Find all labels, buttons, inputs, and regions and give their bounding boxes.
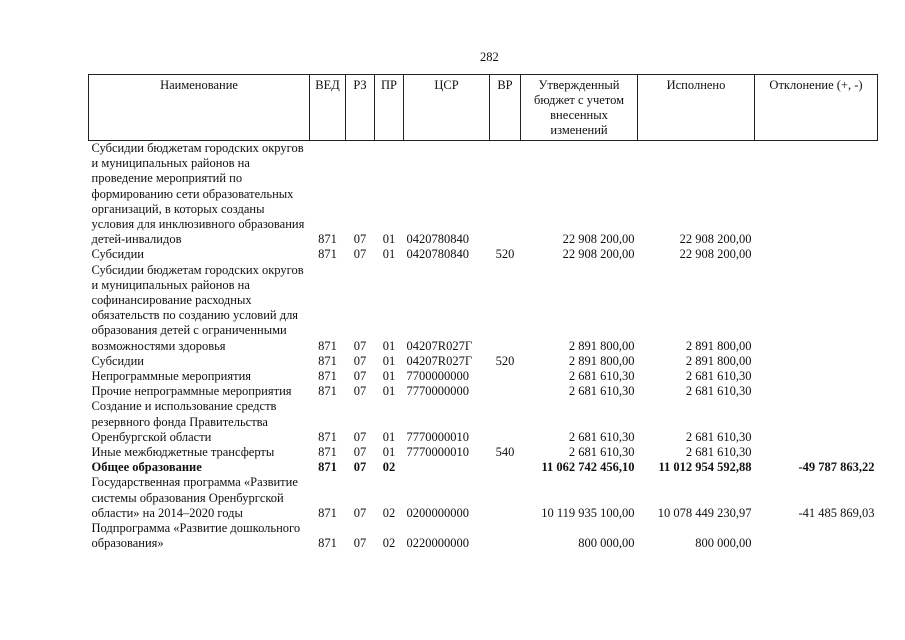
cell-ved: 871 — [318, 460, 337, 475]
cell-deviation: -49 787 863,22 — [798, 460, 875, 475]
col-header-deviation: Отклонение (+, -) — [755, 75, 878, 141]
cell-vr — [490, 460, 521, 475]
table-row — [89, 354, 878, 369]
budget-table — [88, 74, 878, 551]
cell-rz: 07 — [353, 369, 367, 384]
cell-ved: 871 — [318, 247, 337, 262]
cell-approved: 2 681 610,30 — [568, 445, 635, 460]
cell-executed: 2 891 800,00 — [685, 338, 752, 353]
cell-csr: 04207R027Г — [406, 353, 473, 368]
cell-vr — [490, 399, 521, 445]
cell-ved: 871 — [318, 445, 337, 460]
cell-name: Государственная программа «Развитие системы образования Оренбургской области» на 2014–2020 годы — [91, 475, 298, 520]
cell-ved: 871 — [318, 353, 337, 368]
cell-executed: 800 000,00 — [695, 536, 752, 551]
cell-csr: 0220000000 — [406, 536, 469, 551]
cell-vr: 520 — [495, 247, 515, 262]
cell-deviation — [755, 354, 878, 369]
table-row — [89, 384, 878, 399]
cell-vr: 540 — [495, 445, 515, 460]
cell-vr — [490, 384, 521, 399]
cell-ved: 871 — [318, 536, 337, 551]
cell-vr — [490, 141, 521, 248]
cell-approved: 2 891 800,00 — [568, 353, 635, 368]
page-number: 282 — [480, 50, 499, 64]
col-header-rz: РЗ — [346, 75, 375, 141]
col-header-executed: Исполнено — [638, 75, 755, 141]
cell-executed: 22 908 200,00 — [679, 232, 752, 247]
cell-approved: 11 062 742 456,10 — [541, 460, 635, 475]
cell-rz: 07 — [353, 232, 367, 247]
cell-csr: 0420780840 — [406, 247, 469, 262]
cell-name: Субсидии бюджетам городских округов и муниципальных районов на проведение мероприятий по формированию сети образовательных организаций, в которых созданы условия для инклюзивного образования детей-инвалидов — [91, 141, 305, 247]
cell-approved: 2 681 610,30 — [568, 429, 635, 444]
cell-name: Подпрограмма «Развитие дошкольного образования» — [91, 521, 301, 551]
cell-executed: 2 681 610,30 — [685, 369, 752, 384]
cell-rz: 07 — [353, 460, 367, 475]
cell-ved: 871 — [318, 338, 337, 353]
cell-deviation — [755, 247, 878, 262]
cell-name: Иные межбюджетные трансферты — [91, 445, 275, 460]
table-row — [89, 369, 878, 384]
table-row — [89, 475, 878, 521]
cell-pr: 01 — [382, 429, 396, 444]
cell-name: Создание и использование средств резервного фонда Правительства Оренбургской области — [91, 399, 277, 444]
cell-deviation — [755, 141, 878, 248]
cell-csr: 7770000010 — [406, 429, 469, 444]
col-header-vr: ВР — [490, 75, 521, 141]
table-row — [89, 460, 878, 475]
col-header-pr: ПР — [375, 75, 404, 141]
cell-csr: 04207R027Г — [406, 338, 473, 353]
cell-csr — [404, 460, 490, 475]
cell-rz: 07 — [353, 445, 367, 460]
header-row — [89, 75, 878, 141]
cell-vr — [490, 521, 521, 551]
cell-deviation — [755, 384, 878, 399]
cell-vr — [490, 263, 521, 354]
col-header-ved: ВЕД — [310, 75, 346, 141]
table-row — [89, 247, 878, 262]
cell-approved: 2 681 610,30 — [568, 384, 635, 399]
cell-vr — [490, 475, 521, 521]
cell-approved: 22 908 200,00 — [562, 247, 635, 262]
cell-executed: 22 908 200,00 — [679, 247, 752, 262]
cell-rz: 07 — [353, 338, 367, 353]
cell-deviation — [755, 263, 878, 354]
cell-approved: 2 681 610,30 — [568, 369, 635, 384]
cell-csr: 7700000000 — [406, 369, 469, 384]
cell-approved: 800 000,00 — [578, 536, 635, 551]
table-body — [89, 141, 878, 552]
cell-approved: 2 891 800,00 — [568, 338, 635, 353]
cell-name: Субсидии — [91, 353, 144, 368]
cell-pr: 01 — [382, 232, 396, 247]
cell-executed: 11 012 954 592,88 — [658, 460, 752, 475]
cell-pr: 01 — [382, 338, 396, 353]
cell-deviation — [755, 445, 878, 460]
col-header-name: Наименование — [89, 75, 310, 141]
cell-rz: 07 — [353, 536, 367, 551]
cell-deviation — [755, 369, 878, 384]
cell-csr: 7770000000 — [406, 384, 469, 399]
cell-approved: 22 908 200,00 — [562, 232, 635, 247]
cell-name: Субсидии бюджетам городских округов и муниципальных районов на софинансирование расходных обязательств по созданию условий для образования детей с ограниченными возможностями здоровья — [91, 262, 304, 353]
cell-approved: 10 119 935 100,00 — [541, 505, 635, 520]
cell-pr: 01 — [382, 247, 396, 262]
cell-ved: 871 — [318, 232, 337, 247]
cell-deviation — [755, 521, 878, 551]
table-row — [89, 263, 878, 354]
cell-csr: 0200000000 — [406, 505, 469, 520]
cell-csr: 0420780840 — [406, 232, 469, 247]
cell-rz: 07 — [353, 384, 367, 399]
cell-executed: 2 681 610,30 — [685, 445, 752, 460]
cell-rz: 07 — [353, 247, 367, 262]
cell-rz: 07 — [353, 353, 367, 368]
cell-deviation: -41 485 869,03 — [798, 505, 875, 520]
cell-pr: 02 — [382, 460, 396, 475]
cell-name: Непрограммные мероприятия — [91, 369, 252, 384]
cell-ved: 871 — [318, 505, 337, 520]
cell-pr: 02 — [382, 505, 396, 520]
cell-executed: 2 681 610,30 — [685, 429, 752, 444]
cell-csr: 7770000010 — [406, 445, 469, 460]
cell-executed: 2 891 800,00 — [685, 353, 752, 368]
cell-name: Субсидии — [91, 247, 144, 262]
cell-pr: 01 — [382, 384, 396, 399]
cell-pr: 01 — [382, 369, 396, 384]
cell-name: Прочие непрограммные мероприятия — [91, 384, 292, 399]
cell-ved: 871 — [318, 384, 337, 399]
cell-pr: 01 — [382, 353, 396, 368]
table-row — [89, 445, 878, 460]
cell-deviation — [755, 399, 878, 445]
cell-ved: 871 — [318, 429, 337, 444]
col-header-csr: ЦСР — [404, 75, 490, 141]
col-header-approved: Утвержденный бюджет с учетом внесенных изменений — [521, 75, 638, 141]
cell-executed: 2 681 610,30 — [685, 384, 752, 399]
cell-rz: 07 — [353, 505, 367, 520]
table-row — [89, 141, 878, 248]
cell-rz: 07 — [353, 429, 367, 444]
cell-vr: 520 — [495, 353, 515, 368]
table-row — [89, 399, 878, 445]
cell-name: Общее образование — [91, 460, 202, 475]
cell-executed: 10 078 449 230,97 — [657, 505, 752, 520]
cell-pr: 01 — [382, 445, 396, 460]
cell-ved: 871 — [318, 369, 337, 384]
cell-pr: 02 — [382, 536, 396, 551]
table-row — [89, 521, 878, 551]
cell-vr — [490, 369, 521, 384]
